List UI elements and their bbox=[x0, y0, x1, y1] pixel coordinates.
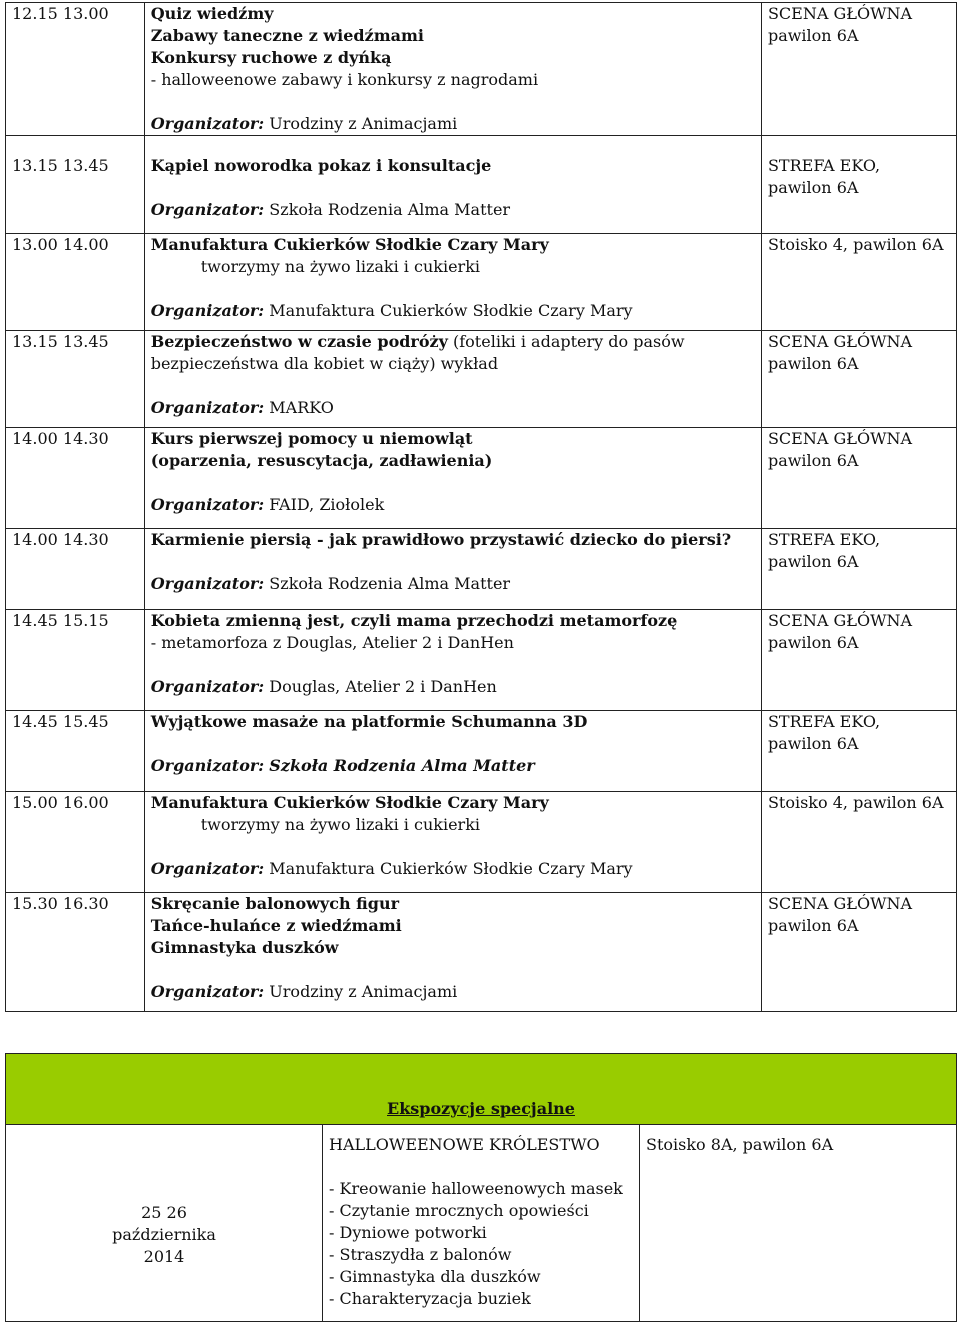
event-description bbox=[144, 3, 761, 136]
event-subtitle: - metamorfoza z Douglas, Atelier 2 i DanHen bbox=[150, 633, 514, 652]
event-title: Gimnastyka duszków bbox=[150, 938, 339, 957]
special-activities bbox=[323, 1125, 640, 1322]
special-header-row bbox=[6, 1054, 957, 1125]
event-title: Kobieta zmienną jest, czyli mama przechodzi metamorfozę bbox=[150, 611, 678, 630]
schedule-row bbox=[6, 610, 957, 711]
event-place bbox=[761, 792, 956, 893]
organizer-label: Organizator: bbox=[150, 574, 265, 593]
place-line: pawilon 6A bbox=[767, 552, 859, 571]
event-place bbox=[761, 234, 956, 331]
place-line: pawilon 6A bbox=[767, 178, 859, 197]
place-line: Stoisko 4, pawilon 6A bbox=[767, 793, 944, 812]
organizer-name: Urodziny z Animacjami bbox=[269, 982, 458, 1001]
place-line: SCENA GŁÓWNA bbox=[767, 429, 913, 448]
event-place bbox=[761, 529, 956, 610]
place-line: pawilon 6A bbox=[767, 354, 859, 373]
place-line: STREFA EKO, bbox=[767, 712, 881, 731]
organizer-name: Douglas, Atelier 2 i DanHen bbox=[269, 677, 497, 696]
event-time: 14.45 15.15 bbox=[6, 610, 145, 711]
special-heading: Ekspozycje specjalne bbox=[387, 1099, 575, 1118]
activity-item: - Kreowanie halloweenowych masek bbox=[329, 1179, 623, 1198]
event-place bbox=[761, 3, 956, 136]
organizer-label: Organizator: bbox=[150, 114, 265, 133]
event-time: 14.00 14.30 bbox=[6, 529, 145, 610]
activity-item: - Gimnastyka dla duszków bbox=[329, 1267, 541, 1286]
event-organizer bbox=[151, 397, 755, 419]
dates-line: 25 26 bbox=[141, 1203, 187, 1222]
event-description bbox=[144, 428, 761, 529]
event-title: Wyjątkowe masaże na platformie Schumanna 3D bbox=[150, 712, 588, 731]
event-description bbox=[144, 136, 761, 234]
event-time: 15.00 16.00 bbox=[6, 792, 145, 893]
event-place bbox=[761, 331, 956, 428]
event-subtitle: - halloweenowe zabawy i konkursy z nagrodami bbox=[150, 70, 539, 89]
organizer-label: Organizator: bbox=[150, 756, 265, 775]
organizer-name: Szkoła Rodzenia Alma Matter bbox=[269, 756, 535, 775]
organizer-label: Organizator: bbox=[150, 301, 265, 320]
event-time: 13.15 13.45 bbox=[6, 331, 145, 428]
organizer-name: Urodziny z Animacjami bbox=[269, 114, 458, 133]
event-organizer bbox=[151, 981, 755, 1003]
schedule-row bbox=[6, 331, 957, 428]
event-time: 13.00 14.00 bbox=[6, 234, 145, 331]
organizer-name: FAID, Ziołolek bbox=[269, 495, 385, 514]
organizer-name: Manufaktura Cukierków Słodkie Czary Mary bbox=[269, 301, 633, 320]
event-organizer bbox=[151, 676, 755, 698]
organizer-label: Organizator: bbox=[150, 859, 265, 878]
event-description bbox=[144, 893, 761, 1012]
event-description bbox=[144, 792, 761, 893]
event-title: Konkursy ruchowe z dyńką bbox=[150, 48, 392, 67]
special-heading-banner bbox=[6, 1054, 957, 1125]
place-line: pawilon 6A bbox=[767, 26, 859, 45]
special-row bbox=[6, 1125, 957, 1322]
event-title: Karmienie piersią - jak prawidłowo przystawić dziecko do piersi? bbox=[150, 530, 732, 549]
event-description bbox=[144, 711, 761, 792]
place-line: pawilon 6A bbox=[767, 633, 859, 652]
event-title: Manufaktura Cukierków Słodkie Czary Mary bbox=[150, 793, 549, 812]
special-name: HALLOWEENOWE KRÓLESTWO bbox=[329, 1135, 600, 1154]
activity-item: - Charakteryzacja buziek bbox=[329, 1289, 531, 1308]
event-title: Bezpieczeństwo w czasie podróży bbox=[150, 332, 448, 351]
special-dates bbox=[6, 1125, 323, 1322]
event-description bbox=[144, 610, 761, 711]
event-organizer bbox=[151, 858, 755, 880]
place-line: STREFA EKO, bbox=[767, 156, 881, 175]
organizer-name: Szkoła Rodzenia Alma Matter bbox=[269, 574, 511, 593]
event-organizer bbox=[151, 755, 755, 777]
activity-item: - Dyniowe potworki bbox=[329, 1223, 487, 1242]
event-description bbox=[144, 234, 761, 331]
event-place bbox=[761, 610, 956, 711]
activity-item: - Czytanie mrocznych opowieści bbox=[329, 1201, 589, 1220]
event-place bbox=[761, 893, 956, 1012]
dates-line: października bbox=[112, 1225, 216, 1244]
event-organizer bbox=[151, 494, 755, 516]
special-location bbox=[640, 1125, 957, 1322]
schedule-row bbox=[6, 3, 957, 136]
activity-item: - Straszydła z balonów bbox=[329, 1245, 512, 1264]
schedule-row bbox=[6, 893, 957, 1012]
organizer-name: MARKO bbox=[269, 398, 334, 417]
event-description bbox=[144, 529, 761, 610]
organizer-name: Manufaktura Cukierków Słodkie Czary Mary bbox=[269, 859, 633, 878]
event-title: (oparzenia, resuscytacja, zadławienia) bbox=[150, 451, 493, 470]
event-title: Skręcanie balonowych figur bbox=[150, 894, 400, 913]
special-exhibitions-table bbox=[5, 1053, 957, 1322]
place-line: pawilon 6A bbox=[767, 451, 859, 470]
place-line: SCENA GŁÓWNA bbox=[767, 332, 913, 351]
event-title: Kurs pierwszej pomocy u niemowląt bbox=[150, 429, 473, 448]
event-organizer bbox=[151, 113, 755, 135]
special-location-text: Stoisko 8A, pawilon 6A bbox=[646, 1135, 834, 1154]
event-place bbox=[761, 428, 956, 529]
event-title: Manufaktura Cukierków Słodkie Czary Mary bbox=[150, 235, 549, 254]
organizer-label: Organizator: bbox=[150, 495, 265, 514]
place-line: SCENA GŁÓWNA bbox=[767, 894, 913, 913]
event-title-detail: (foteliki i adaptery do pasów bezpieczeństwa dla kobiet w ciąży) wykład bbox=[150, 332, 685, 373]
event-time: 14.45 15.45 bbox=[6, 711, 145, 792]
event-time: 13.15 13.45 bbox=[6, 136, 145, 234]
organizer-label: Organizator: bbox=[150, 677, 265, 696]
event-time: 12.15 13.00 bbox=[6, 3, 145, 136]
event-organizer bbox=[151, 573, 755, 595]
event-subtitle: tworzymy na żywo lizaki i cukierki bbox=[200, 815, 481, 834]
event-title: Zabawy taneczne z wiedźmami bbox=[150, 26, 425, 45]
dates-line: 2014 bbox=[143, 1247, 185, 1266]
event-organizer bbox=[151, 199, 755, 221]
place-line: SCENA GŁÓWNA bbox=[767, 4, 913, 23]
event-description bbox=[144, 331, 761, 428]
event-title: Quiz wiedźmy bbox=[150, 4, 274, 23]
event-title: Kąpiel noworodka pokaz i konsultacje bbox=[150, 156, 492, 175]
event-time: 15.30 16.30 bbox=[6, 893, 145, 1012]
schedule-row bbox=[6, 136, 957, 234]
schedule-row bbox=[6, 529, 957, 610]
place-line: STREFA EKO, bbox=[767, 530, 881, 549]
schedule-row bbox=[6, 711, 957, 792]
event-subtitle: tworzymy na żywo lizaki i cukierki bbox=[200, 257, 481, 276]
event-place bbox=[761, 711, 956, 792]
event-title: Tańce-hulańce z wiedźmami bbox=[150, 916, 402, 935]
schedule-row bbox=[6, 428, 957, 529]
place-line: pawilon 6A bbox=[767, 734, 859, 753]
organizer-label: Organizator: bbox=[150, 398, 265, 417]
place-line: pawilon 6A bbox=[767, 916, 859, 935]
organizer-label: Organizator: bbox=[150, 982, 265, 1001]
schedule-row bbox=[6, 792, 957, 893]
schedule-row bbox=[6, 234, 957, 331]
place-line: SCENA GŁÓWNA bbox=[767, 611, 913, 630]
event-organizer bbox=[151, 300, 755, 322]
organizer-name: Szkoła Rodzenia Alma Matter bbox=[269, 200, 511, 219]
place-line: Stoisko 4, pawilon 6A bbox=[767, 235, 944, 254]
organizer-label: Organizator: bbox=[150, 200, 265, 219]
event-time: 14.00 14.30 bbox=[6, 428, 145, 529]
event-place bbox=[761, 136, 956, 234]
schedule-table bbox=[5, 2, 957, 1012]
